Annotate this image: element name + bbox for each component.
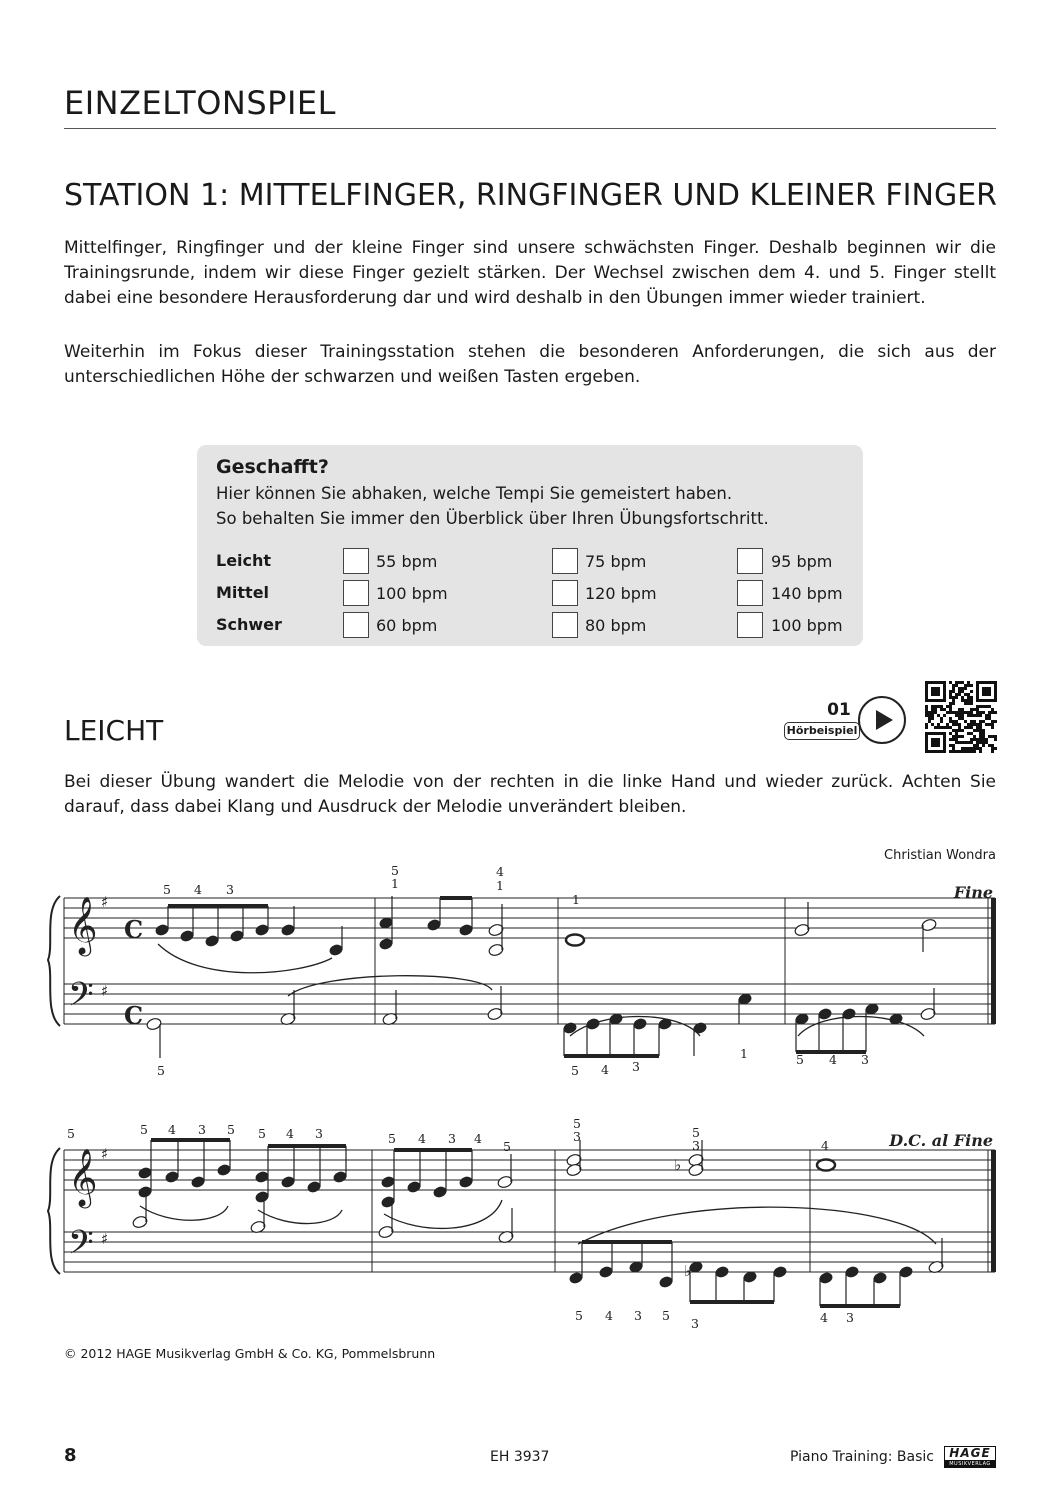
- fingering: 5: [258, 1126, 266, 1141]
- fingering: 5: [796, 1052, 804, 1067]
- tempo-checkbox[interactable]: [737, 612, 763, 638]
- tempo-label: 80 bpm: [585, 616, 647, 635]
- flat-sign: ♭: [684, 1262, 692, 1280]
- level-label-mittel: Mittel: [216, 583, 270, 602]
- fingering: 5: [391, 863, 399, 878]
- fingering: 4: [286, 1126, 294, 1141]
- tempo-label: 95 bpm: [771, 552, 833, 571]
- fingering: 3: [198, 1122, 206, 1137]
- tempo-label: 75 bpm: [585, 552, 647, 571]
- fingering: 3: [691, 1316, 699, 1331]
- fingering: 3: [448, 1131, 456, 1146]
- tempo-checkbox[interactable]: [343, 548, 369, 574]
- fingering: 5: [575, 1308, 583, 1323]
- fingering: 4: [605, 1308, 613, 1323]
- fingering: 3: [692, 1138, 700, 1153]
- fingering: 3: [632, 1059, 640, 1074]
- level-label-schwer: Schwer: [216, 615, 282, 634]
- tempo-checkbox[interactable]: [737, 548, 763, 574]
- exercise-description: Bei dieser Übung wandert die Melodie von der rechten in die linke Hand und wieder zurück. Achten Sie darauf, dass dabei Klang und Ausdruck der Melodie unverändert bleiben.: [64, 772, 996, 817]
- sharp-sign: ♯: [101, 893, 109, 911]
- tempo-checkbox[interactable]: [343, 612, 369, 638]
- fingering: 1: [391, 876, 399, 891]
- music-score: [0, 840, 1060, 1340]
- edition-number: EH 3937: [490, 1449, 550, 1465]
- copyright-notice: © 2012 HAGE Musikverlag GmbH & Co. KG, Pommelsbrunn: [64, 1346, 436, 1361]
- fingering: 5: [388, 1131, 396, 1146]
- level-label-leicht: Leicht: [216, 551, 272, 570]
- fingering: 4: [820, 1310, 828, 1325]
- play-icon: [876, 710, 893, 730]
- logo-subtext: MUSIKVERLAG: [944, 1461, 996, 1468]
- time-signature: C: [124, 1001, 144, 1030]
- fingering: 4: [496, 864, 504, 879]
- fingering: 5: [503, 1139, 511, 1154]
- audio-example-label: Hörbeispiel: [784, 722, 860, 740]
- book-title: Piano Training: Basic: [790, 1449, 934, 1465]
- fingering: 4: [474, 1131, 482, 1146]
- treble-clef: 𝄞: [68, 1148, 98, 1206]
- tempo-label: 120 bpm: [585, 584, 657, 603]
- dc-al-fine-marking: D.C. al Fine: [889, 1131, 993, 1150]
- section-title: EINZELTONSPIEL: [64, 84, 336, 122]
- title-divider: [64, 128, 996, 129]
- bass-clef: 𝄢: [68, 1224, 94, 1270]
- fine-marking: Fine: [953, 883, 993, 902]
- treble-clef: 𝄞: [68, 896, 98, 954]
- tempo-label: 100 bpm: [771, 616, 843, 635]
- intro-paragraph-2: Weiterhin im Fokus dieser Trainingsstation stehen die besonderen Anforderungen, die sich aus der unterschiedlichen Höhe der schwarzen und weißen Tasten ergeben.: [64, 342, 996, 387]
- bass-clef: 𝄢: [68, 976, 94, 1022]
- fingering: 5: [227, 1122, 235, 1137]
- sharp-sign: ♯: [101, 982, 109, 1000]
- fingering: 4: [194, 882, 202, 897]
- fingering: 5: [573, 1116, 581, 1131]
- fingering: 3: [846, 1310, 854, 1325]
- fingering: 5: [157, 1063, 165, 1078]
- fingering: 3: [226, 882, 234, 897]
- publisher-logo: [944, 1446, 996, 1468]
- audio-track-number: 01: [827, 700, 851, 720]
- tempo-checkbox[interactable]: [552, 612, 578, 638]
- fingering: 5: [67, 1126, 75, 1141]
- sharp-sign: ♯: [101, 1145, 109, 1163]
- fingering: 5: [692, 1125, 700, 1140]
- station-title: STATION 1: MITTELFINGER, RINGFINGER UND KLEINER FINGER: [64, 178, 998, 213]
- tempo-checkbox[interactable]: [552, 580, 578, 606]
- play-button[interactable]: [858, 696, 906, 744]
- fingering: 5: [571, 1063, 579, 1078]
- tempo-checkbox[interactable]: [552, 548, 578, 574]
- fingering: 4: [821, 1138, 829, 1153]
- time-signature: C: [124, 915, 144, 944]
- fingering: 4: [829, 1052, 837, 1067]
- fingering: 4: [168, 1122, 176, 1137]
- flat-sign: ♭: [674, 1156, 682, 1174]
- checklist-instruction-2: So behalten Sie immer den Überblick über Ihren Übungsfortschritt.: [216, 509, 769, 528]
- exercise-heading: LEICHT: [64, 714, 164, 747]
- fingering: 1: [740, 1046, 748, 1061]
- fingering: 1: [572, 892, 580, 907]
- tempo-checkbox[interactable]: [343, 580, 369, 606]
- fingering: 3: [861, 1052, 869, 1067]
- fingering: 3: [573, 1129, 581, 1144]
- logo-text: HAGE: [944, 1446, 996, 1461]
- tempo-checkbox[interactable]: [737, 580, 763, 606]
- tempo-label: 60 bpm: [376, 616, 438, 635]
- composer-name: Christian Wondra: [884, 848, 996, 863]
- fingering: 5: [662, 1308, 670, 1323]
- tempo-label: 140 bpm: [771, 584, 843, 603]
- fingering: 3: [315, 1126, 323, 1141]
- fingering: 1: [496, 878, 504, 893]
- qr-code-icon[interactable]: [925, 681, 997, 753]
- fingering: 3: [634, 1308, 642, 1323]
- checklist-heading: Geschafft?: [216, 456, 329, 478]
- page-number: 8: [64, 1445, 77, 1466]
- tempo-label: 55 bpm: [376, 552, 438, 571]
- fingering: 5: [140, 1122, 148, 1137]
- checklist-instruction-1: Hier können Sie abhaken, welche Tempi Sie gemeistert haben.: [216, 484, 733, 503]
- fingering: 5: [163, 882, 171, 897]
- sharp-sign: ♯: [101, 1230, 109, 1248]
- fingering: 4: [601, 1062, 609, 1077]
- intro-paragraph-1: Mittelfinger, Ringfinger und der kleine Finger sind unsere schwächsten Finger. Deshalb beginnen wir die Trainingsrunde, indem wir diese Finger gezielt stärken. Der Wechsel zwischen dem 4. und 5. Finger stellt dabei eine besondere Herausforderung dar und wird deshalb in den Übungen immer wieder trainiert.: [64, 238, 996, 308]
- fingering: 4: [418, 1131, 426, 1146]
- tempo-label: 100 bpm: [376, 584, 448, 603]
